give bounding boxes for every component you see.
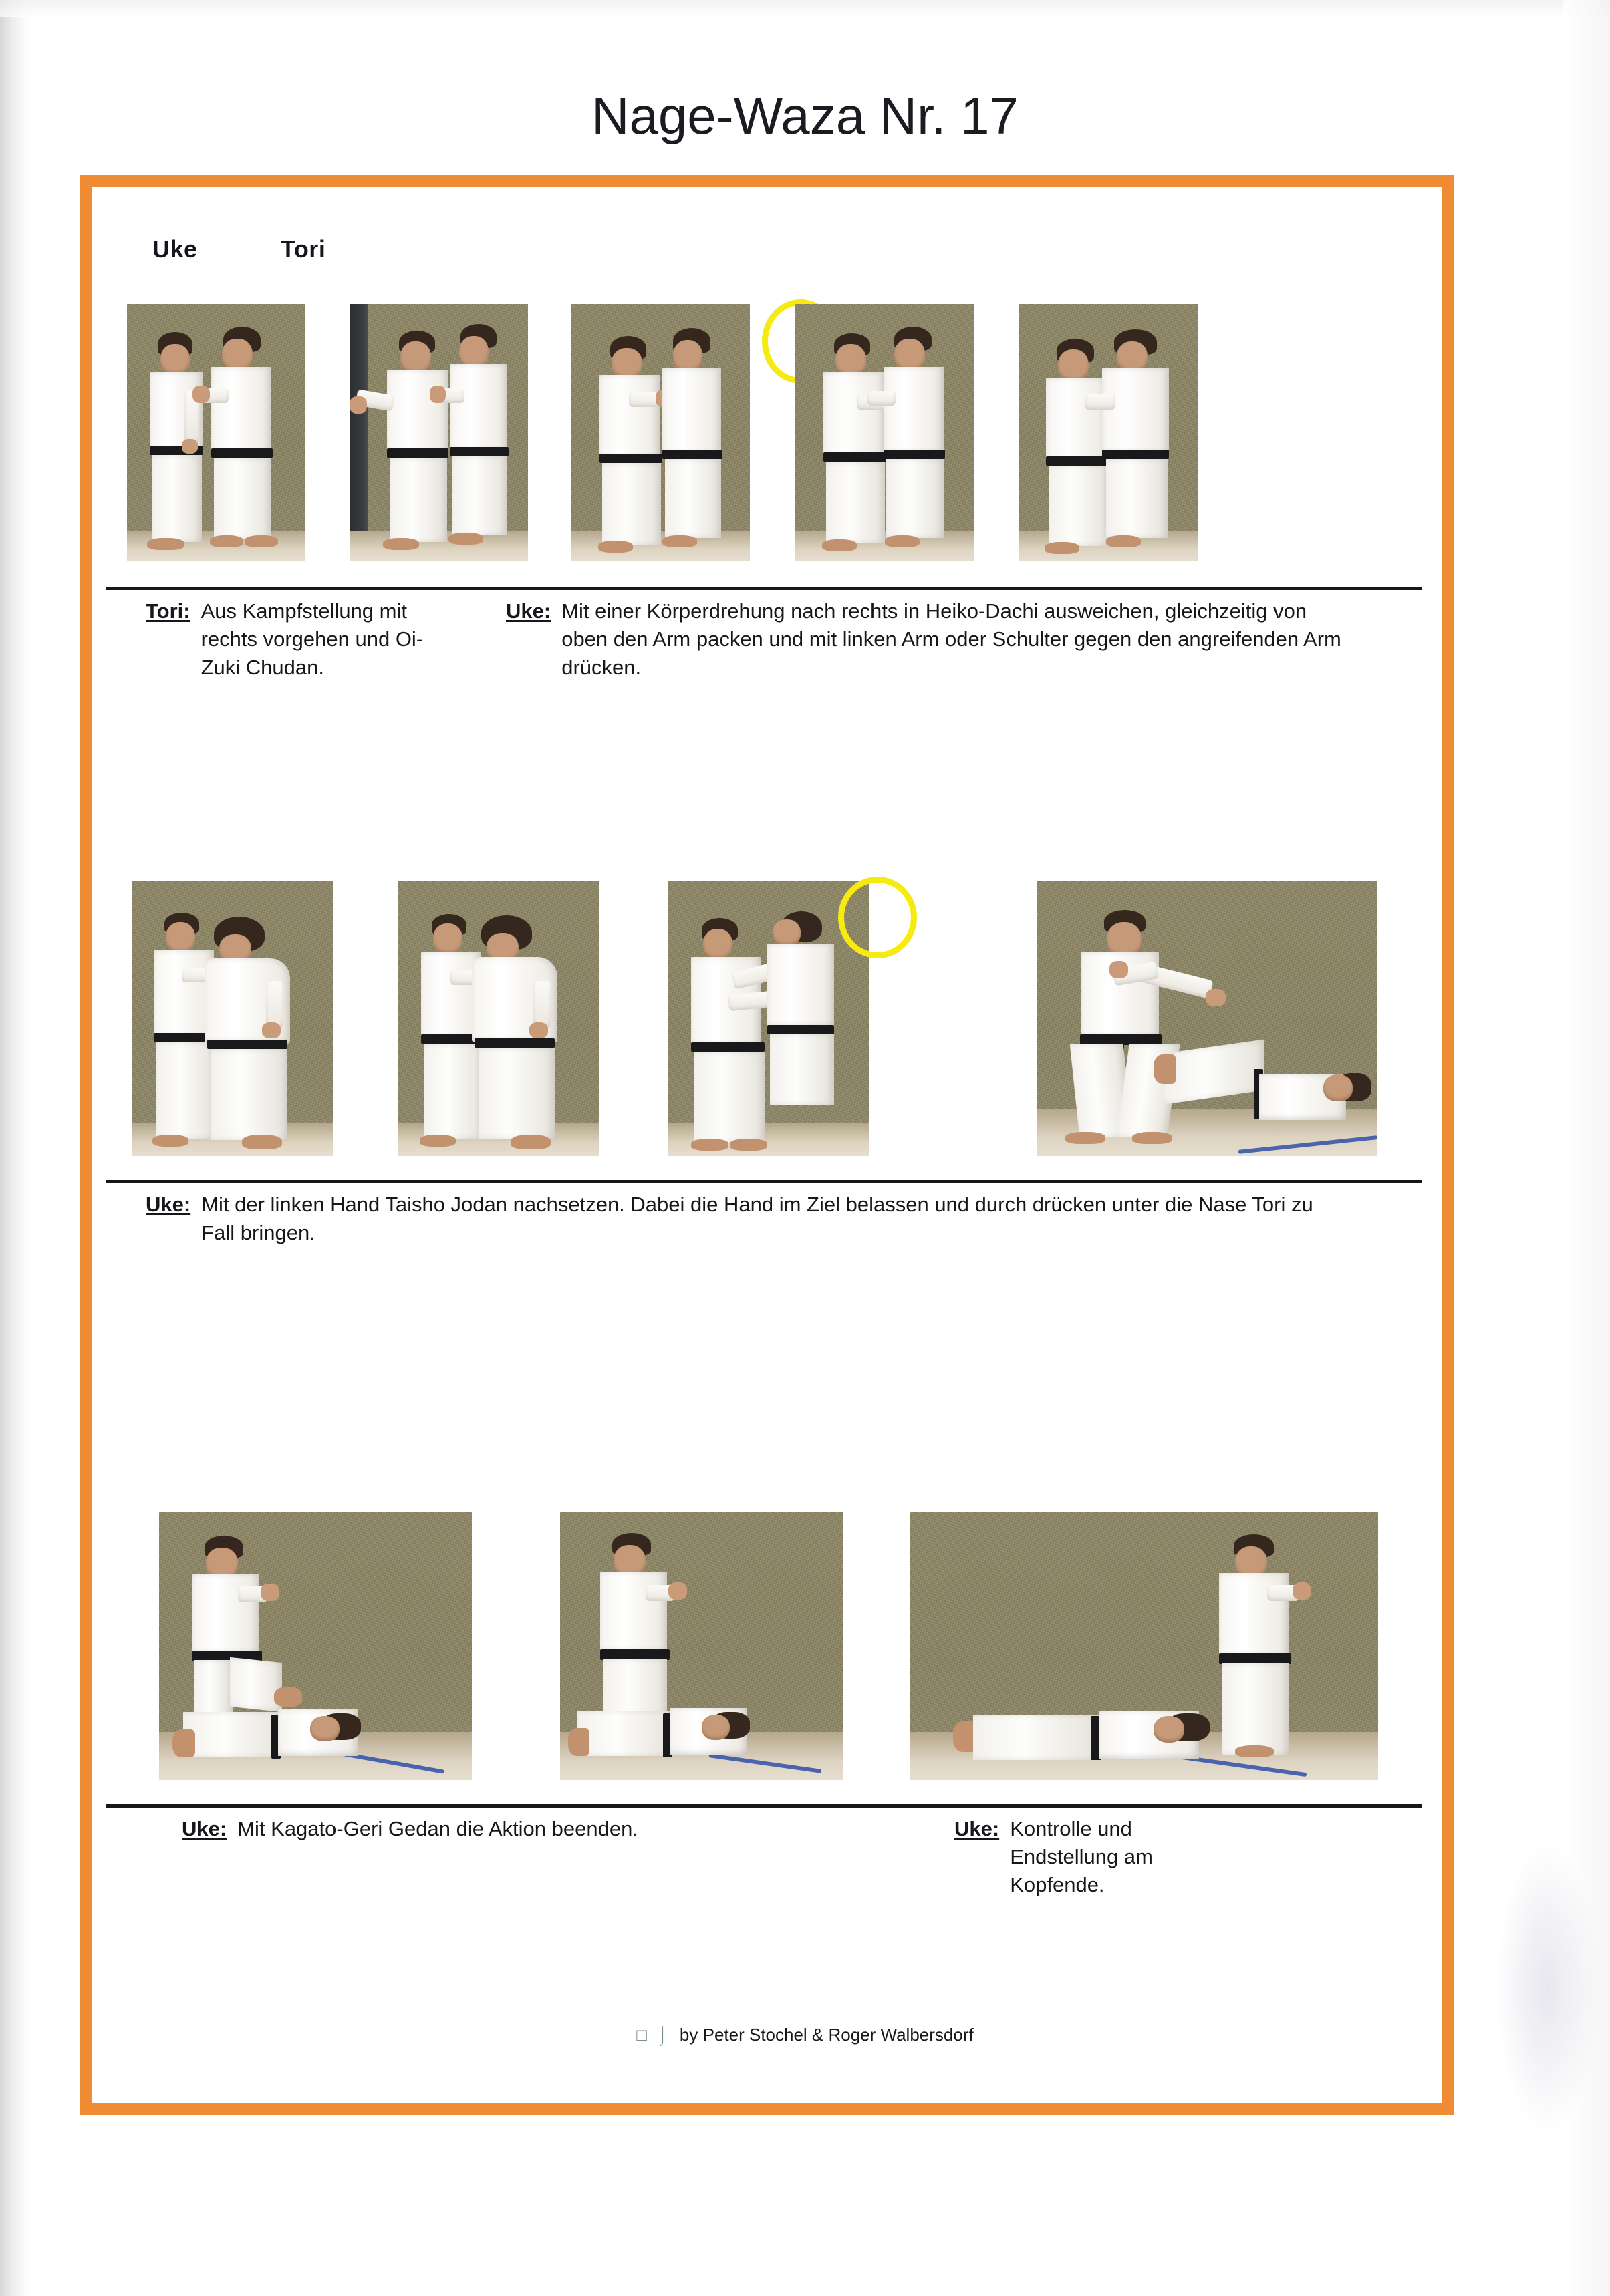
photo-s3-2 — [560, 1512, 843, 1780]
photo-s3-3 — [910, 1512, 1378, 1780]
caption-role-label: Uke: — [182, 1817, 227, 1840]
footer-credit — [0, 2025, 1610, 2045]
photo-s3-1 — [159, 1512, 472, 1780]
photo-s1-3 — [571, 304, 750, 561]
scan-edge-shadow-left — [0, 0, 32, 2296]
photo-s2-2 — [398, 881, 599, 1156]
caption-s1-uke — [506, 597, 1348, 682]
highlight-circle-2 — [838, 877, 917, 958]
section-divider-3 — [106, 1804, 1422, 1808]
scan-edge-shadow-top — [0, 0, 1610, 17]
caption-s2-uke — [146, 1191, 1349, 1247]
caption-text: Mit Kagato-Geri Gedan die Aktion beenden. — [237, 1817, 638, 1840]
photo-s1-5 — [1019, 304, 1198, 561]
footer-credit-text: by Peter Stochel & Roger Walbersdorf — [679, 2025, 974, 2045]
section-divider-1 — [106, 587, 1422, 590]
scan-artifact — [1497, 1844, 1597, 2132]
photo-s2-4 — [1037, 881, 1377, 1156]
caption-s3-left — [182, 1815, 650, 1843]
caption-role-label: Uke: — [506, 599, 551, 623]
caption-text: Kontrolle und Endstellung am Kopfende. — [1010, 1817, 1153, 1896]
photo-s1-4 — [795, 304, 974, 561]
photo-s2-1 — [132, 881, 333, 1156]
caption-text: Mit einer Körperdrehung nach rechts in Heiko-Dachi ausweichen, gleichzeitig von oben den Arm packen und mit linken Arm oder Schulter gegen den angreifenden Arm drücken. — [561, 599, 1341, 679]
caption-role-label: Uke: — [954, 1817, 1000, 1840]
section-divider-2 — [106, 1180, 1422, 1183]
photo-s1-1 — [127, 304, 305, 561]
photo-s1-2 — [350, 304, 528, 561]
caption-text: Mit der linken Hand Taisho Jodan nachsetzen. Dabei die Hand im Ziel belassen und durch drücken unter die Nase Tori zu Fall bringen. — [201, 1193, 1313, 1244]
caption-s1-tori — [146, 597, 426, 682]
caption-text: Aus Kampfstellung mit rechts vorgehen und Oi-Zuki Chudan. — [200, 599, 424, 679]
column-header-tori: Tori — [281, 235, 326, 263]
caption-s3-right — [954, 1815, 1235, 1899]
caption-role-label: Uke: — [146, 1193, 191, 1216]
column-header-uke: Uke — [152, 235, 198, 263]
copyright-glyph: □ ⌡ — [636, 2025, 670, 2045]
caption-role-label: Tori: — [146, 599, 190, 623]
page-title: Nage-Waza Nr. 17 — [591, 86, 1019, 145]
